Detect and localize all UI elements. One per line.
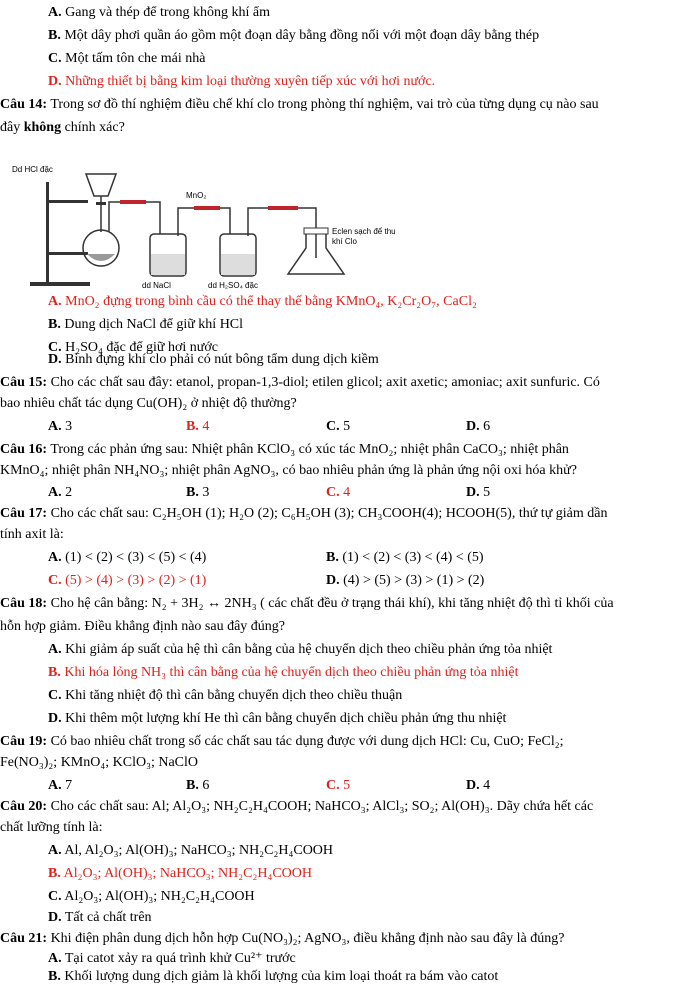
- q20-option-a: A. Al, Al₂O₃; Al(OH)₃; NaHCO₃; NH₂C₂H₄COOH: [48, 843, 334, 858]
- q16-option-b: B. 3: [186, 485, 210, 500]
- label-mno2: MnO₂: [186, 191, 207, 200]
- q15-option-c: C. 5: [326, 419, 351, 434]
- q16-option-c: C. 4: [326, 485, 351, 500]
- q17-option-c: C. (5) > (4) > (3) > (2) > (1): [48, 573, 207, 588]
- q15-option-b: B. 4: [186, 419, 210, 434]
- q14-option-c: C. H₂SO₄ đặc để giữ hơi nước: [48, 340, 219, 355]
- q14-option-a: A. MnO₂ đựng trong bình cầu có thể thay thế bằng KMnO₄, K₂Cr₂O₇, CaCl₂: [48, 294, 477, 309]
- q19-option-b: B. 6: [186, 778, 210, 793]
- q18-stem-line2: hỗn hợp giảm. Điều khẳng định nào sau đây đúng?: [0, 619, 286, 634]
- chlorine-apparatus-diagram: [10, 162, 430, 292]
- q15-stem-line2: bao nhiêu chất tác dụng Cu(OH)₂ ở nhiệt độ thường?: [0, 396, 297, 411]
- q18-option-d: D. Khi thêm một lượng khí He thì cân bằng chuyển dịch chiều phản ứng thu nhiệt: [48, 711, 507, 726]
- q14-stem-line1: Câu 14: Trong sơ đồ thí nghiệm điều chế khí clo trong phòng thí nghiệm, vai trò của từng dụng cụ nào sau: [0, 97, 599, 112]
- label-hcl: Dd HCl đặc: [12, 165, 53, 174]
- tube-joint-1: [120, 200, 146, 204]
- q19-stem-line1: Câu 19: Có bao nhiêu chất trong số các chất sau tác dụng được với dung dịch HCl: Cu, CuO; FeCl₂;: [0, 734, 564, 749]
- q13-option-b: B. Một dây phơi quần áo gồm một đoạn dây bằng đồng nối với một đoạn dây bằng thép: [48, 28, 540, 43]
- stand-base: [30, 282, 90, 286]
- q16-stem-line1: Câu 16: Trong các phản ứng sau: Nhiệt phân KClO₃ có xúc tác MnO₂; nhiệt phân CaCO₃; nhiệt phân: [0, 442, 569, 457]
- q14-stem-line2: đây không chính xác?: [0, 120, 125, 135]
- tube-joint-2: [194, 206, 220, 210]
- separatory-funnel: [86, 174, 116, 196]
- q13-option-d: D. Những thiết bị bằng kim loại thường xuyên tiếp xúc với hơi nước.: [48, 74, 436, 89]
- q16-stem-line2: KMnO₄; nhiệt phân NH₄NO₃; nhiệt phân AgNO₃, có bao nhiêu phản ứng là phản ứng nội oxi hóa khử?: [0, 463, 577, 478]
- q18-option-a: A. Khi giảm áp suất của hệ thì cân bằng của hệ chuyển dịch theo chiều phản ứng tỏa nhiệt: [48, 642, 553, 657]
- q17-stem-line2: tính axit là:: [0, 527, 64, 542]
- q20-option-d: D. Tất cả chất trên: [48, 910, 152, 925]
- q17-option-d: D. (4) > (5) > (3) > (1) > (2): [326, 573, 485, 588]
- q15-stem-line1: Câu 15: Cho các chất sau đây: etanol, propan-1,3-diol; etilen glicol; axit axetic; amoniac; axit sunfuric. Có: [0, 375, 600, 390]
- q20-option-b: B. Al₂O₃; Al(OH)₃; NaHCO₃; NH₂C₂H₄COOH: [48, 866, 313, 881]
- q20-option-c: C. Al₂O₃; Al(OH)₃; NH₂C₂H₄COOH: [48, 889, 255, 904]
- label-nacl: dd NaCl: [142, 281, 171, 290]
- tube-joint-3: [268, 206, 298, 210]
- q16-option-d: D. 5: [466, 485, 491, 500]
- q20-stem-line2: chất lưỡng tính là:: [0, 820, 103, 835]
- q15-option-a: A. 3: [48, 419, 73, 434]
- q19-option-d: D. 4: [466, 778, 491, 793]
- q19-stem-line2: Fe(NO₃)₂; KMnO₄; KClO₃; NaClO: [0, 755, 199, 770]
- q21-option-b: B. Khối lượng dung dịch giảm là khối lượng của kim loại thoát ra bám vào catot: [48, 969, 499, 984]
- q17-stem-line1: Câu 17: Cho các chất sau: C₂H₅OH (1); H₂O (2); C₆H₅OH (3); CH₃COOH(4); HCOOH(5), thứ tự giảm dần: [0, 506, 608, 521]
- q17-option-a: A. (1) < (2) < (3) < (5) < (4): [48, 550, 207, 565]
- q18-option-b: B. Khi hóa lỏng NH₃ thì cân bằng của hệ chuyển dịch theo chiều phản ứng tỏa nhiệt: [48, 665, 519, 680]
- q21-option-a: A. Tại catot xảy ra quá trình khử Cu²⁺ trước: [48, 951, 296, 966]
- q19-option-a: A. 7: [48, 778, 73, 793]
- q21-stem-line1: Câu 21: Khi điện phân dung dịch hỗn hợp Cu(NO₃)₂; AgNO₃, điều khẳng định nào sau đây là đúng?: [0, 931, 565, 946]
- q13-option-a: A. Gang và thép để trong không khí ẩm: [48, 5, 271, 20]
- q17-option-b: B. (1) < (2) < (3) < (4) < (5): [326, 550, 484, 565]
- q18-stem-line1: Câu 18: Cho hệ cân bằng: N₂ + 3H₂ ↔ 2NH₃ ( các chất đều ở trạng thái khí), khi tăng nhiệt độ thì tỉ khối của: [0, 596, 614, 611]
- label-h2so4: dd H₂SO₄ đặc: [208, 281, 258, 290]
- label-flask-line1: Eclen sạch để thu: [332, 227, 396, 236]
- q16-option-a: A. 2: [48, 485, 73, 500]
- q14-option-b: B. Dung dịch NaCl để giữ khí HCl: [48, 317, 244, 332]
- q19-option-c: C. 5: [326, 778, 351, 793]
- q20-stem-line1: Câu 20: Cho các chất sau: Al; Al₂O₃; NH₂C₂H₄COOH; NaHCO₃; AlCl₃; SO₂; Al(OH)₃. Dãy chứa hết các: [0, 799, 594, 814]
- q13-option-c: C. Một tấm tôn che mái nhà: [48, 51, 206, 66]
- stand-clamp-bottom: [48, 252, 88, 255]
- q14-option-d: D. Bình đựng khí clo phải có nút bông tẩm dung dịch kiềm: [48, 352, 379, 367]
- stand-rod: [46, 182, 49, 284]
- label-flask-line2: khí Clo: [332, 237, 357, 246]
- q18-option-c: C. Khi tăng nhiệt độ thì cân bằng chuyển dịch theo chiều thuận: [48, 688, 403, 703]
- q15-option-d: D. 6: [466, 419, 491, 434]
- stand-clamp-top: [48, 200, 88, 203]
